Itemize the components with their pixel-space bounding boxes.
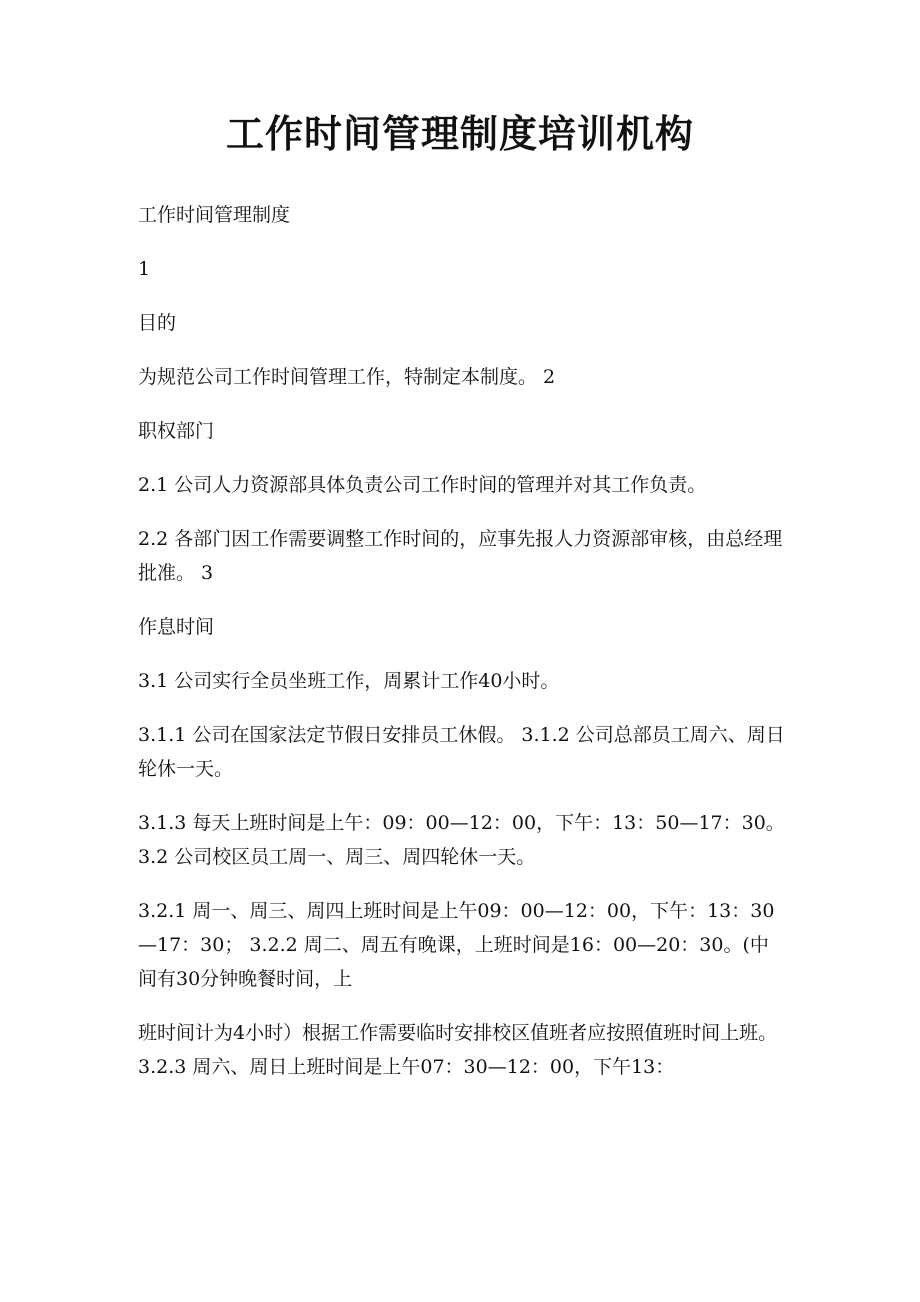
paragraph: 2.2 各部门因工作需要调整工作时间的，应事先报人力资源部审核，由总经理批准。 3 [138,528,783,584]
section-number: 1 [138,258,151,280]
paragraph: 3.2.1 周一、周三、周四上班时间是上午09：00—12：00，下午：13：30—17：30； 3.2.2 周二、周五有晚课，上班时间是16：00—20：30。(中间有30分钟晚餐时间，上 [138,900,775,990]
paragraph: 为规范公司工作时间管理工作，特制定本制度。 2 [138,366,556,388]
section-heading-schedule: 作息时间 [138,616,215,638]
section-heading-purpose: 目的 [138,312,177,334]
paragraph: 3.1.3 每天上班时间是上午：09：00—12：00，下午：13：50—17：30。 3.2 公司校区员工周一、周三、周四轮休一天。 [138,812,785,868]
section-heading-responsibility: 职权部门 [138,420,215,442]
paragraph-heading: 工作时间管理制度 [138,204,291,226]
paragraph: 3.1.1 公司在国家法定节假日安排员工休假。 3.1.2 公司总部员工周六、周日轮休一天。 [138,724,785,780]
paragraph: 班时间计为4小时）根据工作需要临时安排校区值班者应按照值班时间上班。 3.2.3 周六、周日上班时间是上午07：30—12：00，下午13： [138,1022,778,1078]
document-body [138,198,786,1104]
paragraph: 3.1 公司实行全员坐班工作，周累计工作40小时。 [138,670,560,692]
paragraph: 2.1 公司人力资源部具体负责公司工作时间的管理并对其工作负责。 [138,474,707,496]
document-title: 工作时间管理制度培训机构 [225,111,694,156]
